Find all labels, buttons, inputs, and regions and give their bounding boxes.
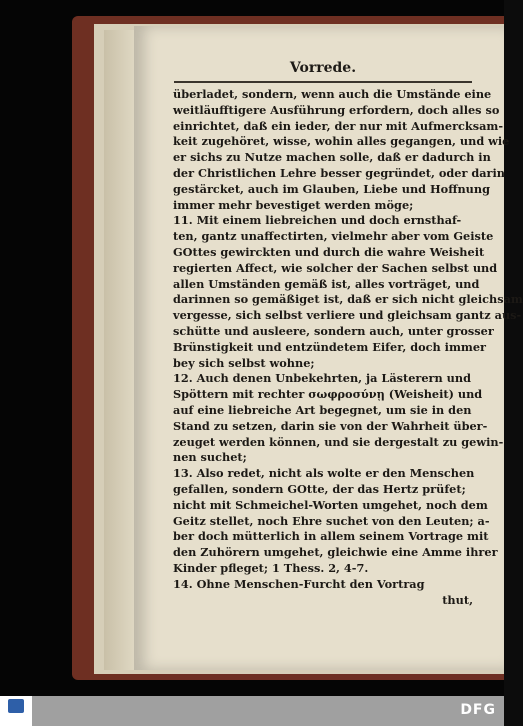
text-line: Geitz stellet, noch Ehre suchet von den Leuten; a-	[173, 513, 490, 528]
text-line: Spöttern mit rechter σωφροσύνῃ (Weisheit) und	[173, 387, 483, 402]
text-line: Kinder pfleget; 1 Thess. 2, 4-7.	[173, 560, 369, 575]
text-line: nicht mit Schmeichel-Worten umgehet, noch dem	[173, 497, 488, 512]
text-line: nen suchet;	[173, 450, 247, 465]
text-line: überladet, sondern, wenn auch die Umstände eine	[173, 87, 492, 101]
text-line: einrichtet, daß ein ieder, der nur mit Aufmercksam-	[173, 118, 504, 133]
text-line: ten, gantz unaffectirten, vielmehr aber vom Geiste	[173, 229, 494, 244]
text-line: weitläufftigere Ausführung erfordern, doch alles so	[173, 102, 500, 117]
library-logo-icon	[8, 699, 24, 713]
text-line: Brünstigkeit und entzündetem Eifer, doch immer	[173, 339, 486, 354]
dfg-logo[interactable]: DFG	[460, 702, 496, 718]
page-body	[173, 87, 523, 608]
text-line: Stand zu setzen, darin sie von der Wahrheit über-	[173, 418, 488, 433]
text-line: vergesse, sich selbst verliere und gleichsam gantz aus-	[173, 308, 522, 323]
library-logo[interactable]	[0, 696, 32, 726]
text-line: den Zuhörern umgehet, gleichwie eine Amme ihrer	[173, 545, 498, 560]
text-line: GOttes gewirckten und durch die wahre Weisheit	[173, 244, 485, 259]
text-line: allen Umständen gemäß ist, alles vorträget, und	[173, 276, 480, 291]
page-header: Vorrede.	[289, 60, 357, 76]
text-line: immer mehr bevestiget werden möge;	[173, 197, 414, 212]
text-line: 12. Auch denen Unbekehrten, ja Lästerern und	[173, 371, 471, 386]
text-line: 14. Ohne Menschen-Furcht den Vortrag	[173, 576, 425, 591]
text-line: gestärcket, auch im Glauben, Liebe und Hoffnung	[173, 181, 491, 196]
text-line: bey sich selbst wohne;	[173, 355, 315, 370]
text-line: keit zugehöret, wisse, wohin alles gegangen, und wie	[173, 134, 510, 149]
text-line: er sichs zu Nutze machen solle, daß er dadurch in	[173, 150, 491, 165]
text-line: der Christlichen Lehre besser gegründet, oder darin	[173, 165, 506, 180]
text-line: 11. Mit einem liebreichen und doch ernsthaf-	[173, 213, 462, 228]
text-line: zeuget werden können, und sie dergestalt zu gewin-	[173, 434, 504, 449]
text-line: auf eine liebreiche Art begegnet, um sie in den	[173, 402, 472, 417]
text-line: ber doch mütterlich in allem seinem Vortrage mit	[173, 529, 489, 544]
catchword: thut,	[442, 592, 473, 607]
text-line: 13. Also redet, nicht als wolte er den Menschen	[173, 466, 475, 481]
viewer-footer-bar	[0, 696, 504, 726]
header-rule	[174, 81, 472, 83]
page-gutter	[104, 30, 136, 670]
text-line: schütte und ausleere, sondern auch, unter grosser	[173, 323, 494, 338]
text-line: gefallen, sondern GOtte, der das Hertz prüfet;	[173, 481, 466, 496]
text-line: regierten Affect, wie solcher der Sachen selbst und	[173, 260, 498, 275]
text-line: darinnen so gemäßiget ist, daß er sich nicht gleichsam	[173, 292, 523, 307]
